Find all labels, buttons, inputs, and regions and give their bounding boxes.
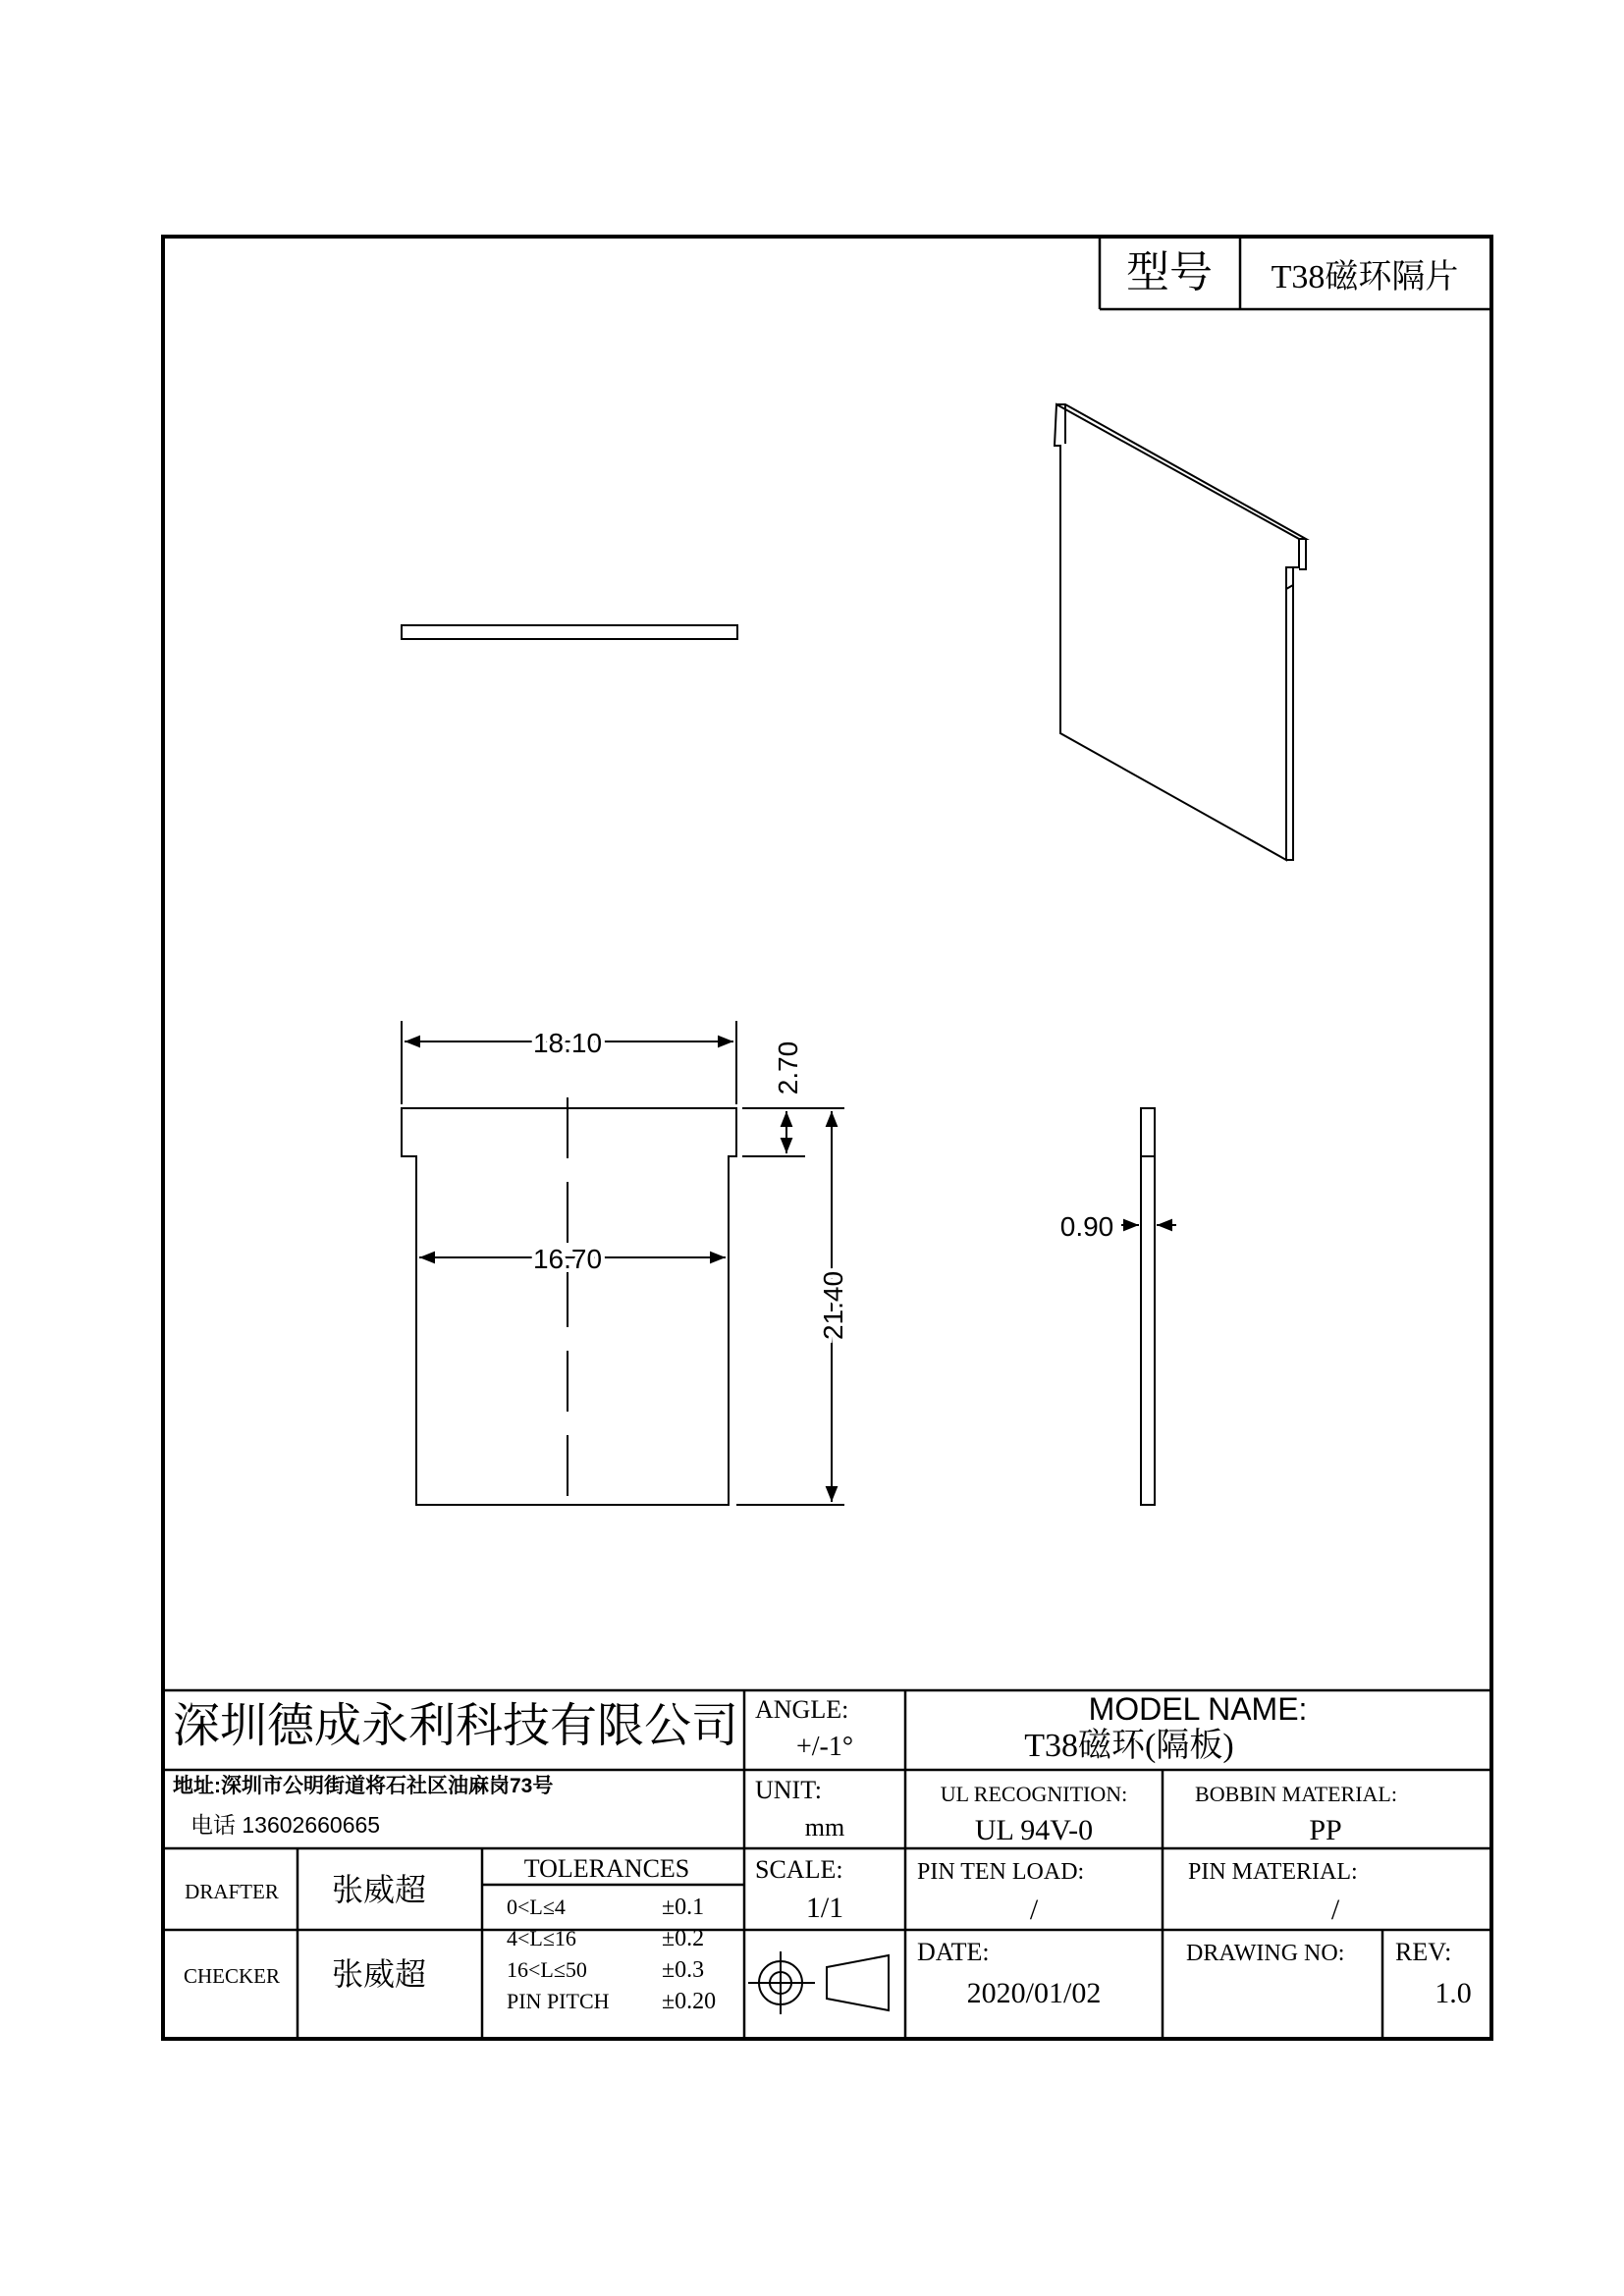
angle-value: +/-1° (795, 1732, 854, 1762)
dim-width-body: 16.70 (532, 1244, 603, 1274)
scale-value: 1/1 (805, 1892, 844, 1924)
tolerance-value-1: ±0.1 (662, 1895, 705, 1920)
model-name-label: MODEL NAME: (1088, 1691, 1308, 1727)
tolerance-range-4: PIN PITCH (507, 1989, 610, 2013)
drafter-name: 张威超 (331, 1872, 427, 1907)
company-address: 地址:深圳市公明街道将石社区油麻岗73号 (173, 1775, 554, 1797)
tolerance-range-2: 4<L≤16 (507, 1926, 576, 1950)
front-view (402, 1108, 736, 1505)
checker-label: CHECKER (183, 1964, 281, 1988)
checker-name: 张威超 (331, 1956, 427, 1992)
drafter-label: DRAFTER (185, 1880, 279, 1903)
side-view (1121, 1108, 1176, 1505)
date-label: DATE: (917, 1938, 990, 1966)
projection-symbol-icon (748, 1951, 889, 2014)
pin-ten-load-label: PIN TEN LOAD: (917, 1859, 1085, 1885)
tolerances-heading: TOLERANCES (523, 1854, 690, 1883)
dim-flange-height: 2.70 (773, 1041, 803, 1095)
isometric-view (1055, 404, 1306, 860)
company-name: 深圳德成永利科技有限公司 (173, 1700, 739, 1752)
company-phone: 电话 13602660665 (190, 1812, 381, 1838)
tolerance-value-3: ±0.3 (662, 1957, 705, 1983)
tolerance-range-1: 0<L≤4 (507, 1895, 566, 1919)
unit-value: mm (804, 1813, 845, 1842)
sheet-border (163, 237, 1491, 2039)
dim-width-top: 18.10 (532, 1028, 603, 1058)
bobbin-value: PP (1309, 1814, 1342, 1846)
angle-label: ANGLE: (755, 1695, 849, 1724)
unit-label: UNIT: (755, 1776, 823, 1804)
date-value: 2020/01/02 (966, 1977, 1102, 2009)
model-value: T38磁环隔片 (1271, 259, 1459, 295)
top-title-block (1100, 237, 1491, 309)
tolerance-value-4: ±0.20 (662, 1989, 717, 2014)
model-label: 型号 (1126, 248, 1213, 296)
pin-ten-load-value: / (1029, 1894, 1039, 1926)
tolerance-range-3: 16<L≤50 (507, 1957, 587, 1982)
dim-total-height: 21.40 (818, 1270, 848, 1341)
ul-value: UL 94V-0 (974, 1814, 1094, 1846)
model-name-value: T38磁环(隔板) (1024, 1728, 1234, 1764)
top-view (402, 625, 737, 639)
rev-value: 1.0 (1435, 1977, 1472, 2009)
tolerance-value-2: ±0.2 (662, 1926, 705, 1951)
scale-label: SCALE: (755, 1855, 843, 1884)
rev-label: REV: (1395, 1938, 1452, 1966)
ul-label: UL RECOGNITION: (940, 1782, 1128, 1806)
bobbin-label: BOBBIN MATERIAL: (1195, 1782, 1397, 1806)
drawing-no-label: DRAWING NO: (1186, 1941, 1345, 1966)
pin-material-label: PIN MATERIAL: (1188, 1859, 1358, 1885)
pin-material-value: / (1330, 1894, 1340, 1926)
dim-thickness: 0.90 (1059, 1211, 1114, 1242)
